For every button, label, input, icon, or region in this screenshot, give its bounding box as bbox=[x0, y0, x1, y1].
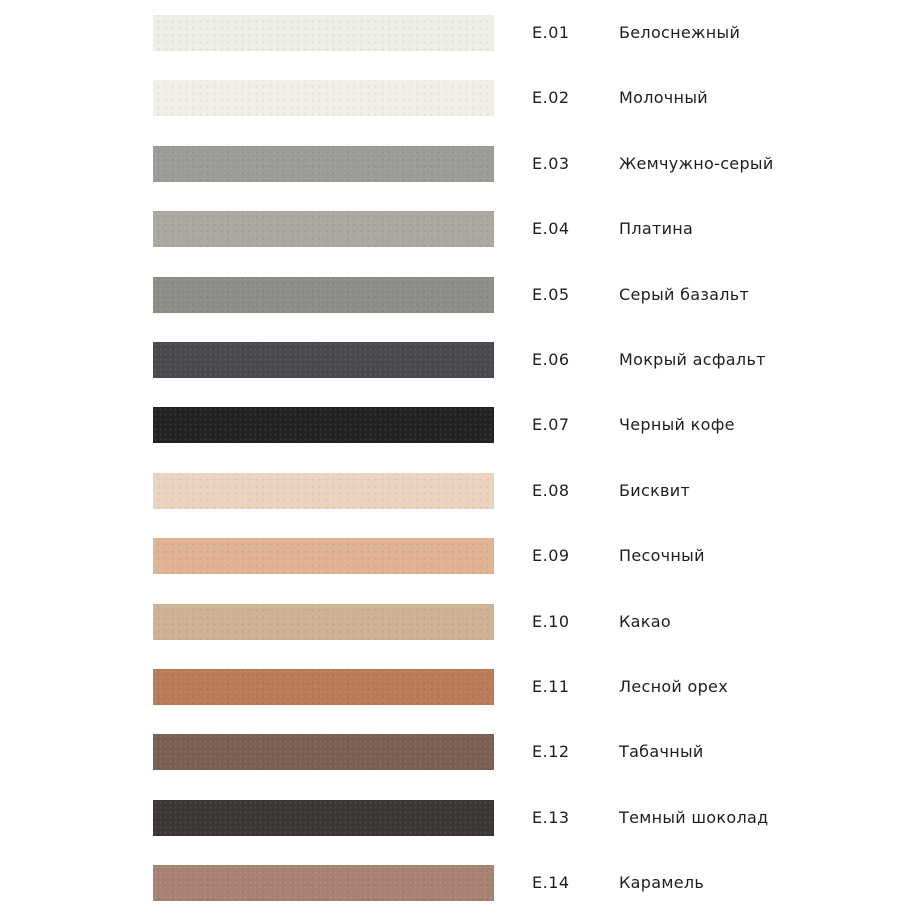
color-swatch bbox=[153, 473, 494, 509]
color-swatch bbox=[153, 800, 494, 836]
color-row bbox=[0, 342, 920, 378]
color-row bbox=[0, 277, 920, 313]
color-swatch bbox=[153, 277, 494, 313]
color-name: Белоснежный bbox=[619, 23, 741, 42]
color-name: Жемчужно-серый bbox=[619, 154, 774, 173]
color-name: Лесной орех bbox=[619, 677, 728, 696]
color-name: Какао bbox=[619, 612, 671, 631]
color-name: Мокрый асфальт bbox=[619, 350, 766, 369]
color-name: Темный шоколад bbox=[619, 808, 769, 827]
color-swatch bbox=[153, 538, 494, 574]
color-row bbox=[0, 146, 920, 182]
color-name: Карамель bbox=[619, 873, 705, 892]
color-code: E.09 bbox=[532, 546, 570, 565]
color-code: E.02 bbox=[532, 88, 570, 107]
color-name: Серый базальт bbox=[619, 285, 750, 304]
color-code: E.04 bbox=[532, 219, 570, 238]
color-code: E.06 bbox=[532, 350, 570, 369]
color-row bbox=[0, 80, 920, 116]
color-code: E.03 bbox=[532, 154, 570, 173]
color-swatch bbox=[153, 407, 494, 443]
color-row bbox=[0, 734, 920, 770]
color-row bbox=[0, 669, 920, 705]
color-name: Молочный bbox=[619, 88, 708, 107]
color-code: E.01 bbox=[532, 23, 570, 42]
color-row bbox=[0, 211, 920, 247]
color-name: Песочный bbox=[619, 546, 705, 565]
color-name: Черный кофе bbox=[619, 415, 735, 434]
color-swatch bbox=[153, 80, 494, 116]
color-name: Табачный bbox=[619, 742, 704, 761]
color-code: E.14 bbox=[532, 873, 570, 892]
color-swatch bbox=[153, 604, 494, 640]
color-swatch bbox=[153, 15, 494, 51]
color-swatch bbox=[153, 865, 494, 901]
color-swatch bbox=[153, 211, 494, 247]
color-code: E.11 bbox=[532, 677, 570, 696]
color-row bbox=[0, 407, 920, 443]
color-code: E.07 bbox=[532, 415, 570, 434]
color-swatch bbox=[153, 146, 494, 182]
color-row bbox=[0, 604, 920, 640]
color-code: E.10 bbox=[532, 612, 570, 631]
color-name: Бисквит bbox=[619, 481, 691, 500]
color-row bbox=[0, 865, 920, 901]
color-swatch bbox=[153, 734, 494, 770]
color-row bbox=[0, 800, 920, 836]
color-code: E.08 bbox=[532, 481, 570, 500]
color-row bbox=[0, 473, 920, 509]
color-code: E.12 bbox=[532, 742, 570, 761]
color-code: E.13 bbox=[532, 808, 570, 827]
color-row bbox=[0, 15, 920, 51]
color-name: Платина bbox=[619, 219, 694, 238]
color-code: E.05 bbox=[532, 285, 570, 304]
color-swatch bbox=[153, 342, 494, 378]
color-swatch bbox=[153, 669, 494, 705]
color-row bbox=[0, 538, 920, 574]
